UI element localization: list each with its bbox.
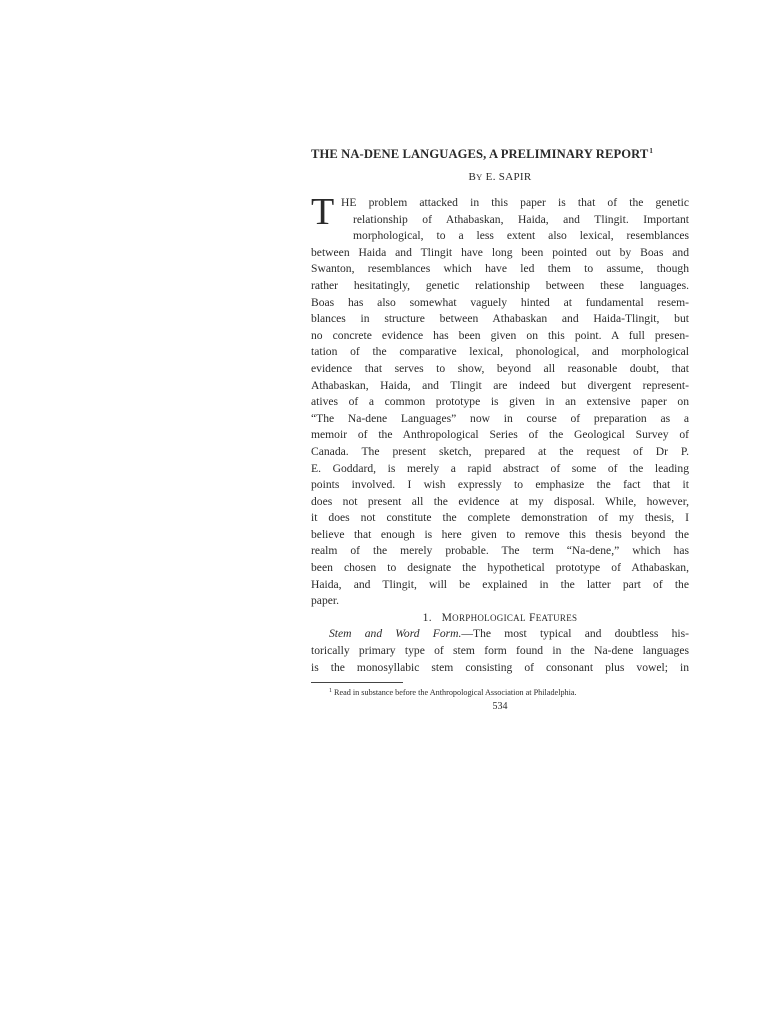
text-line: Boas has also somewhat vaguely hinted at fundamental resem- [311, 295, 689, 309]
run-in-heading: Stem and Word Form. [329, 627, 462, 641]
text-line: torically primary type of stem form found in the Na-dene languages [311, 644, 689, 658]
paragraph-2 [311, 626, 689, 676]
text-line: realm of the merely probable. The term “Na-dene,” which has [311, 544, 689, 558]
text-line: evidence that serves to show, beyond all reasonable doubt, that [311, 361, 689, 375]
footnote-divider [311, 682, 403, 683]
text-line: no concrete evidence has been given on this point. A full presen- [311, 328, 689, 342]
text-line: Canada. The present sketch, prepared at the request of Dr P. [311, 444, 689, 458]
drop-cap: T [311, 191, 335, 233]
byline-by-initial: B [468, 171, 477, 183]
text-line: rather hesitatingly, genetic relationship between these languages. [311, 278, 689, 292]
byline-by-rest: Y [476, 172, 483, 182]
text-line: relationship of Athabaskan, Haida, and Tlingit. Important [353, 212, 689, 226]
text-line: believe that enough is here given to remove this thesis beyond the [311, 527, 689, 541]
text-line: “The Na-dene Languages” now in course of preparation as a [311, 411, 689, 425]
page-number: 534 [492, 701, 508, 713]
text-line: does not present all the evidence at my disposal. While, however, [311, 494, 689, 508]
byline [311, 169, 689, 185]
text-line [311, 626, 689, 643]
text-line: Haida, and Tlingit, will be explained in the latter part of the [311, 577, 689, 591]
section-heading-rest: ORPHOLOGICAL [452, 612, 526, 623]
text-line: morphological, to a less extent also lexical, resemblances [353, 229, 689, 243]
text-line: atives of a common prototype is given in an extensive paper on [311, 395, 689, 409]
page-content [311, 142, 689, 712]
text-line: Athabaskan, Haida, and Tlingit are indeed but divergent represent- [311, 378, 689, 392]
text-line: it does not constitute the complete demonstration of my thesis, I [311, 511, 689, 525]
footnote [311, 685, 689, 699]
section-heading [311, 610, 689, 627]
section-number: 1. [422, 610, 432, 624]
text-line: been chosen to designate the hypothetical prototype of Athabaskan, [311, 561, 689, 575]
text-line: HE problem attacked in this paper is that of the genetic [341, 196, 689, 209]
footnote-mark: 1 [329, 688, 332, 695]
text-line: between Haida and Tlingit have long been pointed out by Boas and [311, 245, 689, 259]
body-text [311, 191, 689, 676]
text-line: E. Goddard, is merely a rapid abstract of some of the leading [311, 461, 689, 475]
text-line: is the monosyllabic stem consisting of consonant plus vowel; in [311, 660, 689, 674]
text-line: memoir of the Anthropological Series of the Geological Survey of [311, 428, 689, 442]
text-line: blances in structure between Athabaskan and Haida-Tlingit, but [311, 312, 689, 326]
text-run: —The most typical and doubtless his- [461, 627, 689, 641]
paragraph-1 [311, 191, 689, 610]
section-heading-cap2: F [528, 610, 536, 624]
text-line: points involved. I wish expressly to emphasize the fact that it [311, 478, 689, 492]
article-title [311, 142, 689, 160]
title-text: THE NA-DENE LANGUAGES, A PRELIMINARY REPORT [311, 147, 649, 161]
text-line: tation of the comparative lexical, phonological, and morphological [311, 345, 689, 359]
text-line: Swanton, resemblances which have led them to assume, though [311, 262, 689, 276]
section-heading-cap: M [441, 610, 453, 624]
title-footnote-mark: 1 [649, 147, 654, 155]
section-heading-rest2: EATURES [535, 612, 578, 623]
text-line: paper. [311, 594, 340, 608]
footnote-text: Read in substance before the Anthropological Association at Philadelphia. [334, 688, 577, 698]
author-name: E. SAPIR [485, 171, 532, 183]
